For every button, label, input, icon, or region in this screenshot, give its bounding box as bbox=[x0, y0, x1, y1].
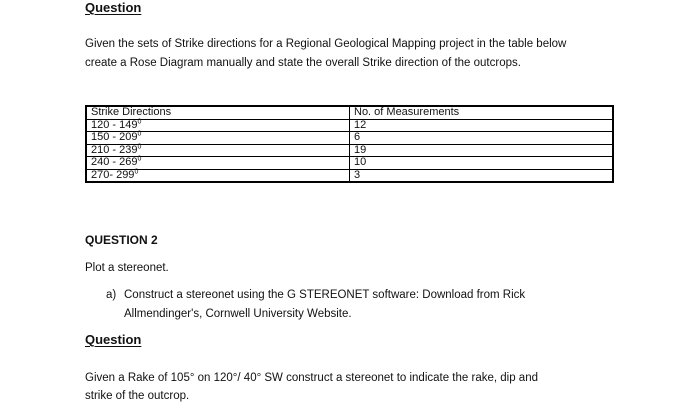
item-label: a) bbox=[106, 289, 117, 301]
table-header-row bbox=[86, 106, 613, 119]
strike-directions-table bbox=[85, 105, 614, 183]
measurement-count-cell: 10 bbox=[350, 157, 614, 170]
item-a-line-2: Allmendinger's, Cornwell University Website. bbox=[124, 308, 352, 320]
strike-range-cell: $210 - 239^0$ bbox=[86, 144, 350, 157]
question-heading-2: Question bbox=[85, 332, 142, 347]
measurement-count-cell: 3 bbox=[350, 169, 614, 182]
question-3-text-line-2: strike of the outcrop. bbox=[85, 390, 190, 402]
measurement-count-cell: 12 bbox=[350, 119, 614, 132]
header-strike-directions: Strike Directions bbox=[86, 106, 350, 119]
question-text-line-1: Given the sets of Strike directions for a Regional Geological Mapping project in the table below bbox=[85, 38, 567, 50]
strike-range-cell: $150 - 209^0$ bbox=[86, 132, 350, 145]
question-2-title: QUESTION 2 bbox=[85, 233, 158, 247]
question-2-item-a bbox=[106, 286, 626, 324]
measurement-count-cell: 6 bbox=[350, 132, 614, 145]
question-2-intro: Plot a stereonet. bbox=[85, 262, 169, 274]
table-row bbox=[86, 169, 613, 182]
strike-range-cell: 270- $299^0$ bbox=[86, 169, 350, 182]
strike-range-cell: $240 - 269^0$ bbox=[86, 157, 350, 170]
question-3-text-line-1: Given a Rake of 105° on 120°/ 40° SW construct a stereonet to indicate the rake, dip and bbox=[85, 372, 538, 384]
table-row bbox=[86, 144, 613, 157]
question-heading: Question bbox=[85, 0, 142, 15]
measurement-count-cell: 19 bbox=[350, 144, 614, 157]
table-row bbox=[86, 157, 613, 170]
header-no-of-measurements: No. of Measurements bbox=[350, 106, 614, 119]
table-row bbox=[86, 119, 613, 132]
item-a-line-1: Construct a stereonet using the G STEREONET software: Download from Rick bbox=[124, 289, 526, 301]
table-row bbox=[86, 132, 613, 145]
strike-range-cell: $120 - 149^0$ bbox=[86, 119, 350, 132]
question-text-line-2: create a Rose Diagram manually and state the overall Strike direction of the outcrops. bbox=[85, 57, 521, 69]
